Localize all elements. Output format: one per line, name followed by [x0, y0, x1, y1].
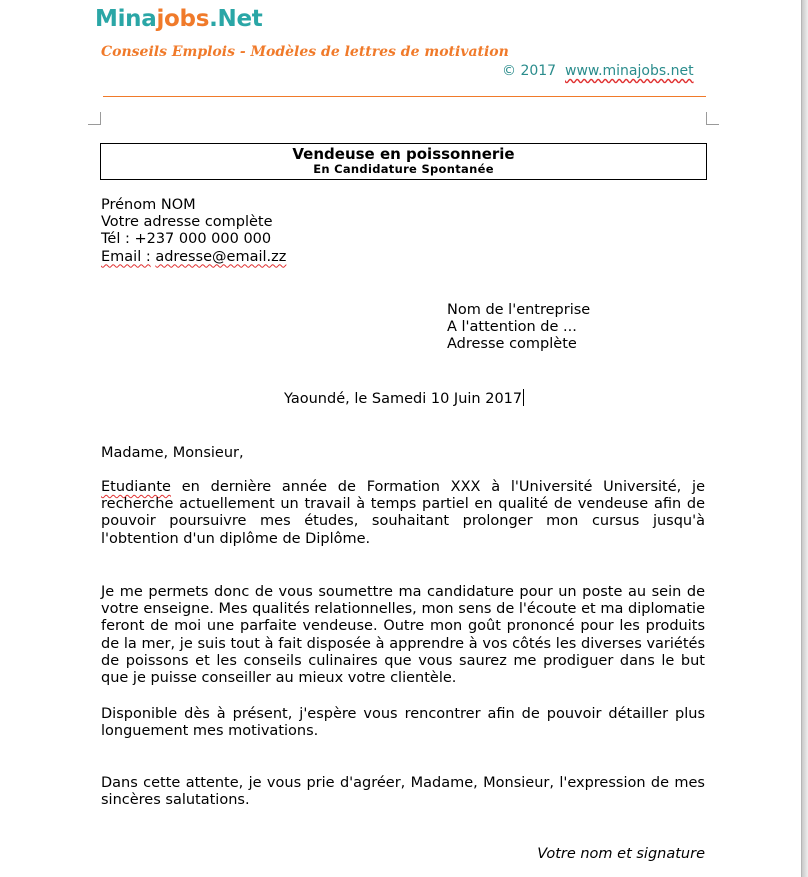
signature-line: Votre nom et signature [537, 846, 705, 862]
paragraph-1-text: en dernière année de Formation XXX à l'Université Université, je recherche actuellement un travail à temps partiel en qualité de vendeuse afin de pouvoir poursuivre mes études, souhaitant prolonger mon cursus jusqu'à l'obtention d'un diplôme de Diplôme. [101, 479, 705, 547]
recipient-attention: A l'attention de ... [447, 319, 577, 336]
header-divider [103, 96, 706, 97]
salutation: Madame, Monsieur, [101, 445, 244, 461]
place-date-text: Yaoundé, le Samedi 10 Juin 2017 [284, 391, 523, 407]
header-copyright [502, 63, 694, 79]
letter-title: Vendeuse en poissonnerie [292, 145, 515, 163]
paragraph-1 [101, 479, 705, 548]
sender-email-label: Email : [101, 248, 151, 265]
recipient-address: Adresse complète [447, 336, 577, 353]
recipient-company: Nom de l'entreprise [447, 302, 591, 318]
place-date[interactable] [284, 389, 524, 408]
sender-address: Votre adresse complète [101, 214, 273, 231]
sender-email: adresse@email.zz [155, 248, 287, 265]
sender-block [101, 197, 286, 266]
copyright-year: © 2017 [502, 63, 557, 79]
paragraph-2: Je me permets donc de vous soumettre ma candidature pour un poste au sein de votre enseigne. Mes qualités relationnelles, mon sens de l'écoute et ma diplomatie feront de moi une parfaite vendeuse. Outre mon goût prononcé pour les produits de la mer, je suis tout à fait disposée à apprendre à vos côtés les diverses variétés de poissons et les conseils culinaires que vous saurez me prodiguer dans le but que je puisse conseiller au mieux votre clientèle. [101, 584, 705, 687]
paragraph-4: Dans cette attente, je vous prie d'agréer, Madame, Monsieur, l'expression de mes sincères salutations. [101, 775, 705, 809]
margin-corner-left [88, 112, 101, 125]
logo-part-net: .Net [209, 6, 263, 32]
logo-part-mina: Mina [95, 6, 157, 32]
sender-phone: Tél : +237 000 000 000 [101, 231, 272, 248]
page-shadow [802, 0, 808, 877]
sender-email-line [101, 249, 286, 266]
margin-corner-right [706, 112, 719, 125]
site-logo [95, 6, 263, 32]
header-tagline: Conseils Emplois - Modèles de lettres de motivation [101, 44, 509, 60]
paragraph-3: Disponible dès à présent, j'espère vous rencontrer afin de pouvoir détailler plus longuement mes motivations. [101, 706, 705, 740]
text-cursor [523, 389, 524, 406]
header-url-link[interactable]: www.minajobs.net [565, 63, 694, 79]
sender-name: Prénom NOM [101, 197, 196, 213]
logo-part-jobs: jobs [156, 6, 210, 32]
spellcheck-word: Etudiante [101, 479, 171, 495]
recipient-block [447, 302, 590, 354]
letter-title-box [100, 143, 707, 180]
letter-subtitle: En Candidature Spontanée [313, 162, 494, 176]
